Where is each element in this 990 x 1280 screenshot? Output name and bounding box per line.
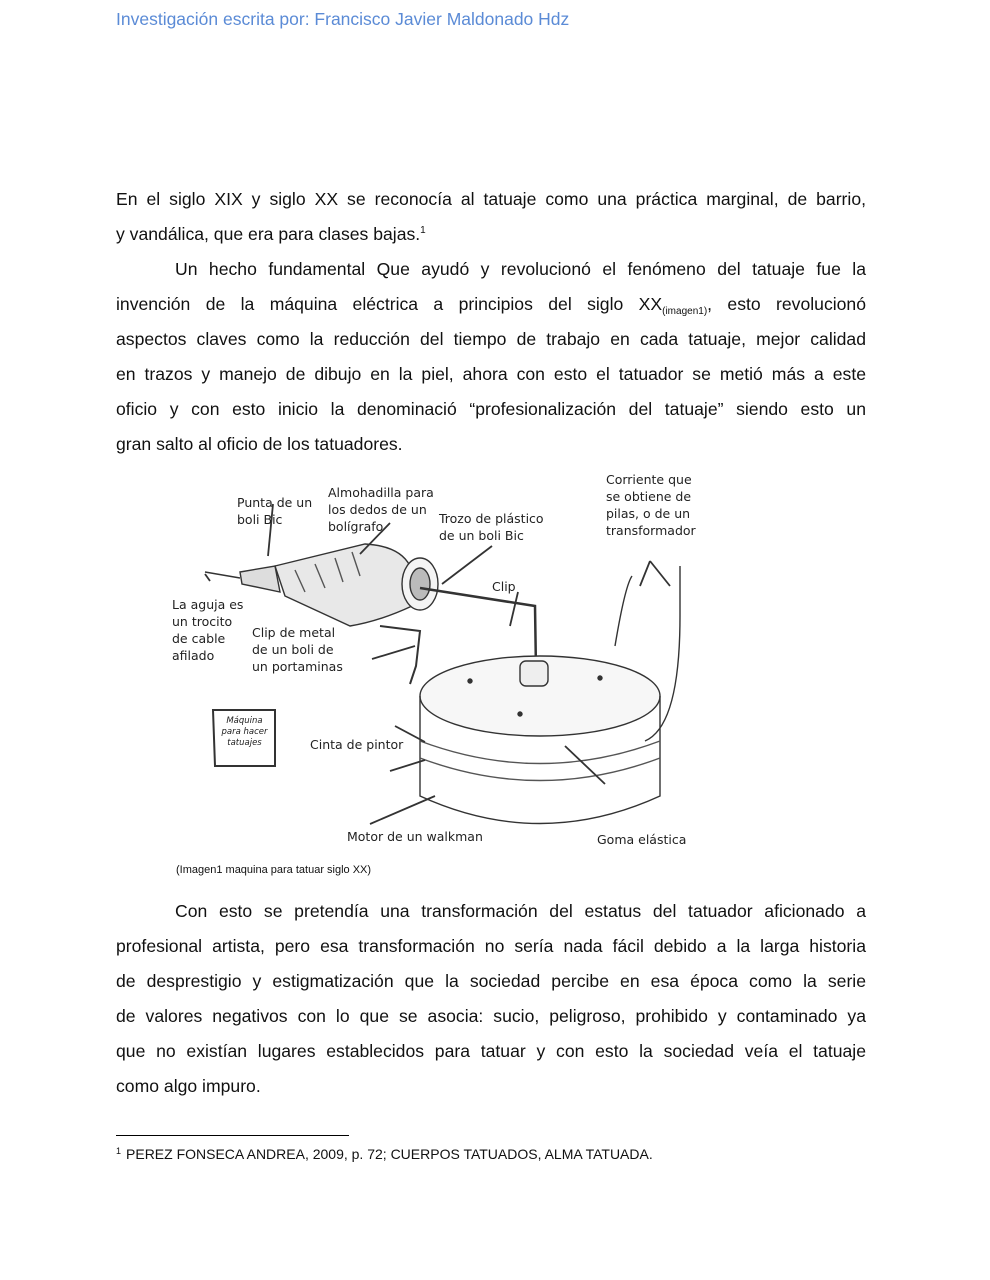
label-cinta: Cinta de pintor: [310, 737, 404, 752]
label-goma: Goma elástica: [597, 832, 687, 847]
paragraph3-line: que no existían lugares establecidos para tatuar y con esto la sociedad veía el tatuaje: [116, 1041, 866, 1061]
paragraph2-line: oficio y con esto inicio la denominació “profesionalización del tatuaje” siendo esto un: [116, 399, 866, 419]
footnote-number: 1: [116, 1146, 122, 1156]
paragraph2-line: [116, 293, 866, 315]
label-clip: Clip: [492, 579, 516, 594]
paragraph2-text: , esto revolucionó: [707, 294, 867, 314]
label-trozo: Trozo de plástico de un boli Bic: [439, 511, 544, 543]
paragraph2-text: invención de la máquina eléctrica a principios del siglo XX: [116, 294, 663, 314]
paragraph2-line: en trazos y manejo de dibujo en la piel, ahora con esto el tatuador se metió más a este: [116, 364, 866, 384]
paragraph3-line: profesional artista, pero esa transformación no sería nada fácil debido a la larga historia: [116, 936, 866, 956]
label-corriente: Corriente que se obtiene de pilas, o de un transformador: [606, 472, 696, 538]
paragraph3-line: como algo impuro.: [116, 1076, 261, 1096]
footnote-text: PEREZ FONSECA ANDREA, 2009, p. 72; CUERPOS TATUADOS, ALMA TATUADA.: [126, 1146, 653, 1162]
footnote-reference[interactable]: 1: [420, 225, 426, 236]
page-header-author: Investigación escrita por: Francisco Javier Maldonado Hdz: [116, 9, 570, 29]
label-aguja: La aguja es un trocito de cable afilado: [172, 597, 244, 663]
paragraph2-line: Un hecho fundamental Que ayudó y revolucionó el fenómeno del tatuaje fue la: [175, 259, 866, 279]
label-maquina: Máquina para hacer tatuajes: [221, 716, 268, 748]
paragraph3-line: de valores negativos con lo que se asocia: sucio, peligroso, prohibido y contaminado ya: [116, 1006, 866, 1026]
paragraph1-text: y vandálica, que era para clases bajas.: [116, 224, 421, 244]
label-punta: Punta de un boli Bic: [237, 495, 313, 527]
tattoo-machine-illustration: [172, 466, 710, 852]
figure-caption: (Imagen1 maquina para tatuar siglo XX): [176, 864, 372, 876]
paragraph3-line: Con esto se pretendía una transformación del estatus del tatuador aficionado a: [175, 901, 866, 921]
paragraph2-line: aspectos claves como la reducción del tiempo de trabajo en cada tatuaje, mejor calidad: [116, 329, 866, 349]
paragraph1-line: [116, 223, 866, 245]
label-almohadilla: Almohadilla para los dedos de un bolígrafo: [328, 485, 434, 534]
footnote-divider: [116, 1135, 349, 1136]
paragraph2-line: gran salto al oficio de los tatuadores.: [116, 434, 403, 454]
footnote: [116, 1146, 653, 1162]
label-clip-metal: Clip de metal de un boli de un portaminas: [252, 625, 343, 674]
paragraph3-line: de desprestigio y estigmatización que la sociedad percibe en esa época como la serie: [116, 971, 866, 991]
image-reference: (imagen1): [662, 306, 708, 317]
paragraph1-line: En el siglo XIX y siglo XX se reconocía al tatuaje como una práctica marginal, de barrio,: [116, 189, 866, 209]
label-motor: Motor de un walkman: [347, 829, 483, 844]
